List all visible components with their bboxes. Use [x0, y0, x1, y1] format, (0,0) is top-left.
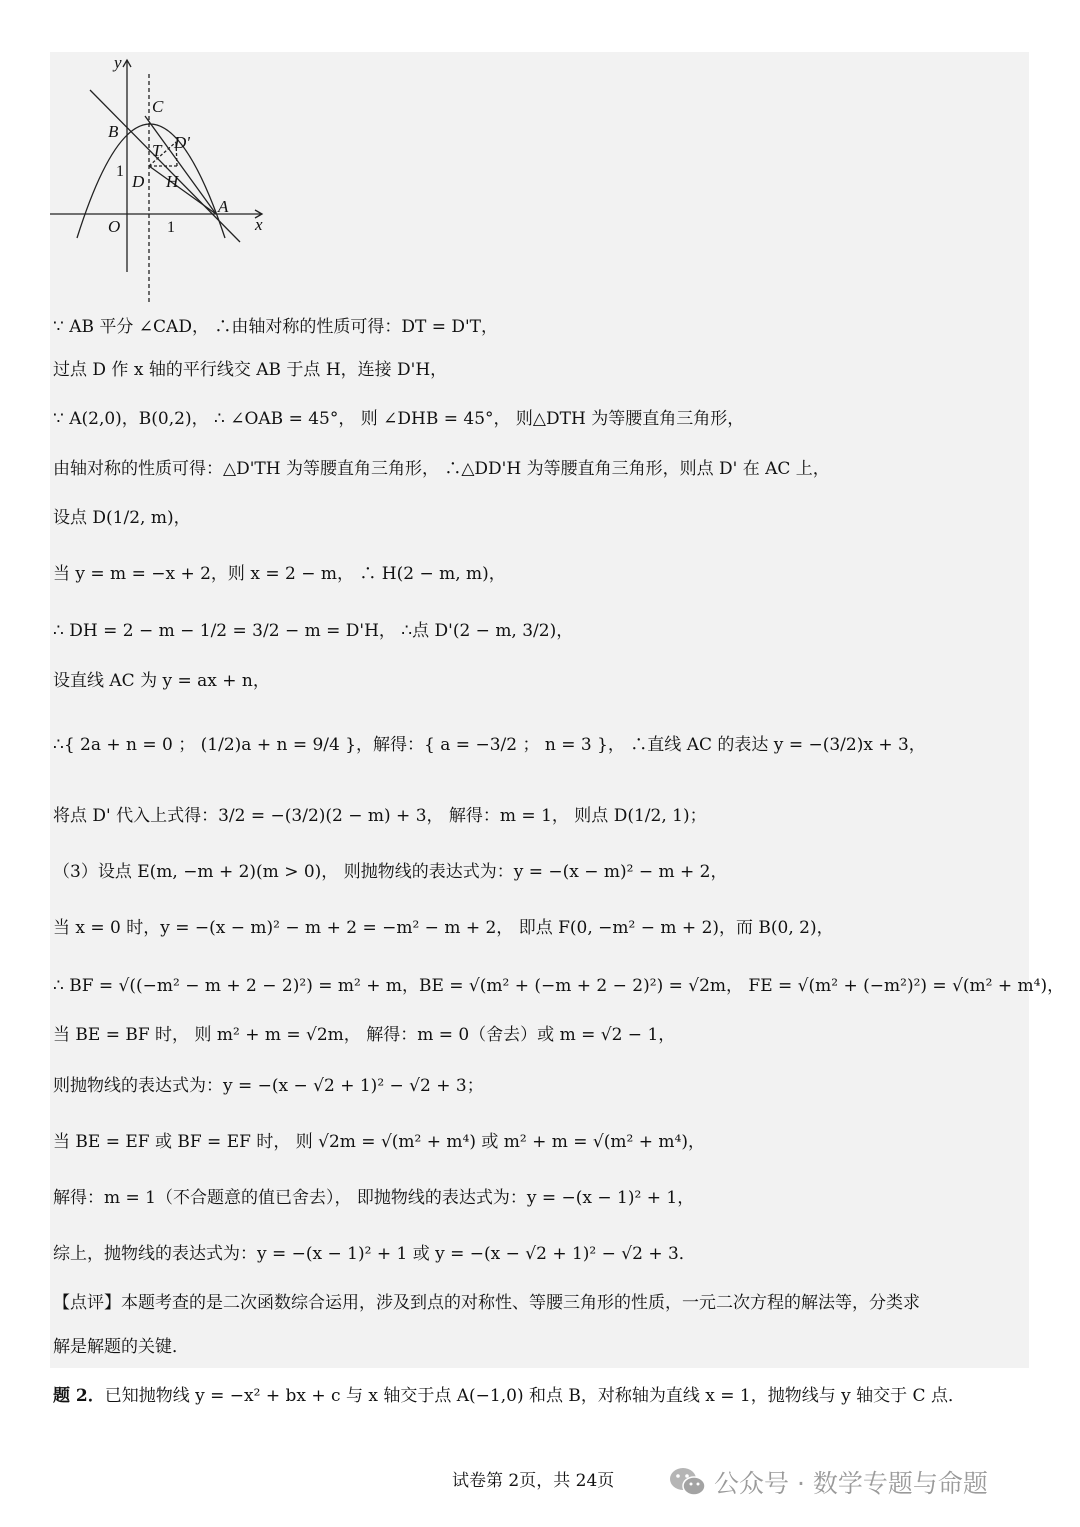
watermark-text: 公众号 · 数学专题与命题 — [714, 1469, 988, 1498]
solution-line: 解得：m = 1（不合题意的值已舍去）， 即抛物线的表达式为：y = −(x − 1)² + 1， — [53, 1188, 695, 1208]
solution-line: （3）设点 E(m, −m + 2)(m > 0)， 则抛物线的表达式为：y = −(x − m)² − m + 2， — [53, 862, 728, 882]
axis-x-label: x — [255, 215, 263, 234]
line-da — [149, 166, 216, 214]
solution-line: 则抛物线的表达式为：y = −(x − √2 + 1)² − √2 + 3； — [53, 1076, 484, 1096]
coordinate-figure — [50, 52, 270, 304]
point-c-label: C — [152, 97, 164, 116]
solution-line: 当 y = m = −x + 2，则 x = 2 − m， ∴ H(2 − m, m)， — [53, 564, 506, 584]
solution-line: ∵ AB 平分 ∠CAD， ∴由轴对称的性质可得：DT = D'T， — [53, 317, 499, 337]
solution-line: 由轴对称的性质可得：△D'TH 为等腰直角三角形， ∴△DD'H 为等腰直角三角形，则点 D' 在 AC 上， — [53, 459, 830, 479]
solution-line: 综上，抛物线的表达式为：y = −(x − 1)² + 1 或 y = −(x − √2 + 1)² − √2 + 3． — [53, 1244, 696, 1264]
solution-line: ∴ BF = √((−m² − m + 2 − 2)²) = m² + m，BE = √(m² + (−m + 2 − 2)²) = √2m， FE = √(m² + (−m²)²) = √(m² + m⁴)， — [53, 976, 1065, 996]
problem-label: 题 2． — [53, 1386, 105, 1406]
point-d-prime-label: D' — [174, 133, 190, 152]
parabola — [77, 124, 225, 238]
solution-line: ∴ DH = 2 − m − 1/2 = 3/2 − m = D'H， ∴点 D'(2 − m, 3/2)， — [53, 621, 574, 641]
wechat-icon — [668, 1466, 708, 1498]
tick-x-label: 1 — [167, 219, 175, 236]
origin-label: O — [108, 217, 121, 236]
watermark — [668, 1464, 988, 1500]
solution-line: 当 x = 0 时，y = −(x − m)² − m + 2 = −m² − m + 2， 即点 F(0, −m² − m + 2)，而 B(0, 2)， — [53, 918, 834, 938]
point-h-label: H — [166, 172, 179, 191]
problem-2 — [53, 1385, 965, 1407]
point-a-label: A — [218, 197, 229, 216]
solution-line: 将点 D' 代入上式得：3/2 = −(3/2)(2 − m) + 3， 解得：m = 1， 则点 D(1/2, 1)； — [53, 806, 707, 826]
problem-text: 已知抛物线 y = −x² + bx + c 与 x 轴交于点 A(−1,0) 和点 B，对称轴为直线 x = 1，抛物线与 y 轴交于 C 点． — [104, 1386, 965, 1406]
solution-line: 设直线 AC 为 y = ax + n， — [53, 671, 270, 691]
solution-line: 设点 D(1/2, m)， — [53, 508, 191, 528]
comment-line: 解是解题的关键． — [53, 1337, 189, 1357]
tick-y-label: 1 — [116, 163, 124, 180]
solution-line: ∴{ 2a + n = 0 ； (1/2)a + n = 9/4 }，解得：{ a = −3/2 ； n = 3 }， ∴直线 AC 的表达 y = −(3/2)x + 3， — [53, 735, 926, 755]
page-footer: 试卷第 2页，共 24页 — [452, 1471, 615, 1491]
point-d-label: D — [132, 172, 145, 191]
line-ac — [145, 116, 216, 214]
solution-line: 当 BE = BF 时， 则 m² + m = √2m， 解得：m = 0（舍去）或 m = √2 − 1， — [53, 1025, 676, 1045]
point-b-label: B — [108, 122, 119, 141]
comment-line: 【点评】本题考查的是二次函数综合运用，涉及到点的对称性、等腰三角形的性质，一元二次方程的解法等，分类求 — [53, 1293, 920, 1313]
axis-y-label: y — [114, 53, 122, 72]
solution-line: 当 BE = EF 或 BF = EF 时， 则 √2m = √(m² + m⁴) 或 m² + m = √(m² + m⁴)， — [53, 1132, 705, 1152]
point-t-label: T — [152, 141, 162, 160]
solution-line: ∵ A(2,0)，B(0,2)， ∴ ∠OAB = 45°， 则 ∠DHB = 45°， 则△DTH 为等腰直角三角形， — [53, 409, 745, 429]
solution-line: 过点 D 作 x 轴的平行线交 AB 于点 H，连接 D'H， — [53, 360, 448, 380]
